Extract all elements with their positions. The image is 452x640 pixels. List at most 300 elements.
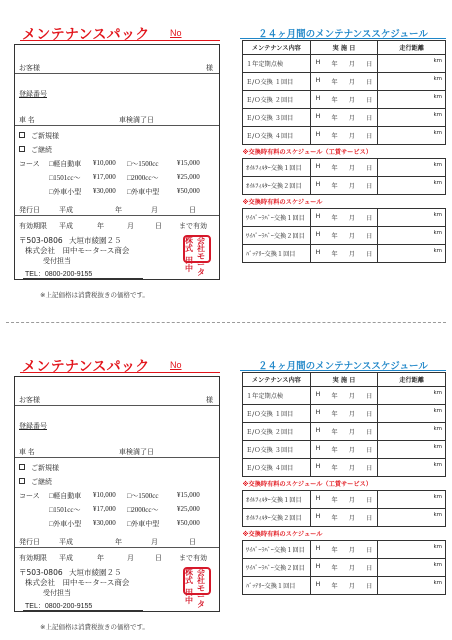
date-part-label: 月 xyxy=(348,251,355,258)
maintenance-item: ｵｲﾙﾌｨﾙﾀｰ交換２回目 xyxy=(243,177,311,195)
date-part-label: 月 xyxy=(348,465,355,472)
date-part-label: 日 xyxy=(366,183,373,190)
maintenance-item: Ｅ/Ｏ交換 １回目 xyxy=(243,73,311,91)
date-part-label: H xyxy=(315,563,321,570)
date-part-label: 月 xyxy=(348,411,355,418)
staff-label: 受付担当 xyxy=(43,589,71,597)
tel-underline xyxy=(23,278,143,279)
valid-label: 有効期限 xyxy=(19,222,47,230)
issue-month: 月 xyxy=(151,538,158,546)
price-value: ¥17,000 xyxy=(93,505,116,513)
column-header: 走行距離 xyxy=(378,41,446,55)
service-date-cell[interactable] xyxy=(310,423,378,441)
seal-char: モータ xyxy=(197,252,205,277)
date-part-label: 日 xyxy=(366,233,373,240)
renewal-checkbox[interactable] xyxy=(19,146,25,152)
date-part-label: 日 xyxy=(366,133,373,140)
course-label: コース xyxy=(19,492,40,500)
company-seal-stamp xyxy=(183,567,211,609)
date-parts xyxy=(314,249,375,258)
price-option[interactable]: □1501cc～ xyxy=(49,506,81,514)
staff-label: 受付担当 xyxy=(43,257,71,265)
address: 大垣市綾園２５ xyxy=(69,568,122,577)
schedule-row xyxy=(243,577,446,595)
date-part-label: 日 xyxy=(366,61,373,68)
date-part-label: 日 xyxy=(366,165,373,172)
column-header: 走行距離 xyxy=(378,373,446,387)
date-part-label: 年 xyxy=(331,583,338,590)
schedule-row xyxy=(243,55,446,73)
maintenance-form-bottom xyxy=(0,332,452,640)
date-part-label: 日 xyxy=(366,583,373,590)
price-value: ¥15,000 xyxy=(177,491,200,499)
mileage-cell[interactable]: km xyxy=(378,91,446,109)
date-part-label: 年 xyxy=(331,411,338,418)
new-contract-label: ご新規様 xyxy=(31,464,59,472)
date-part-label: 年 xyxy=(331,97,338,104)
maintenance-item: ﾜｲﾊﾟｰﾗﾊﾞｰ交換１回目 xyxy=(243,209,311,227)
number-label: No xyxy=(170,360,182,370)
schedule-section-row xyxy=(243,527,446,541)
valid-label: 有効期限 xyxy=(19,554,47,562)
date-parts xyxy=(314,391,375,400)
date-part-label: 月 xyxy=(348,133,355,140)
rule xyxy=(15,215,219,216)
date-part-label: 年 xyxy=(331,547,338,554)
date-part-label: 日 xyxy=(366,429,373,436)
date-parts xyxy=(314,113,375,122)
date-part-label: H xyxy=(315,409,321,416)
valid-year: 年 xyxy=(97,554,104,562)
maintenance-item: Ｅ/Ｏ交換 ３回目 xyxy=(243,441,311,459)
price-value: ¥50,000 xyxy=(177,187,200,195)
seal-char: 田中 xyxy=(185,588,193,605)
issue-year: 年 xyxy=(115,206,122,214)
seal-char: 田中 xyxy=(185,256,193,273)
date-part-label: 年 xyxy=(331,497,338,504)
service-date-cell[interactable] xyxy=(310,91,378,109)
date-part-label: H xyxy=(315,163,321,170)
renewal-checkbox[interactable] xyxy=(19,478,25,484)
date-parts xyxy=(314,409,375,418)
date-part-label: 月 xyxy=(348,233,355,240)
maintenance-item: ﾜｲﾊﾟｰﾗﾊﾞｰ交換２回目 xyxy=(243,559,311,577)
service-date-cell[interactable] xyxy=(310,491,378,509)
postal-code: 〒503-0806 xyxy=(19,568,63,577)
schedule-section-row xyxy=(243,195,446,209)
valid-until: まで有効 xyxy=(179,222,207,230)
service-date-cell[interactable] xyxy=(310,441,378,459)
schedule-section-row xyxy=(243,477,446,491)
date-part-label: 日 xyxy=(366,79,373,86)
date-part-label: 日 xyxy=(366,515,373,522)
schedule-row xyxy=(243,559,446,577)
maintenance-schedule-table xyxy=(242,372,446,595)
rule xyxy=(15,125,219,126)
date-part-label: H xyxy=(315,495,321,502)
registration-label: 登録番号 xyxy=(19,422,47,430)
new-contract-checkbox[interactable] xyxy=(19,132,25,138)
price-option[interactable]: □外車小型 xyxy=(49,520,82,528)
date-part-label: 日 xyxy=(366,447,373,454)
date-parts xyxy=(314,163,375,172)
date-part-label: 月 xyxy=(348,215,355,222)
column-header: 実 施 日 xyxy=(310,373,378,387)
date-parts xyxy=(314,513,375,522)
service-date-cell[interactable] xyxy=(310,405,378,423)
date-parts xyxy=(314,563,375,572)
date-part-label: 年 xyxy=(331,215,338,222)
price-option[interactable]: □1501cc～ xyxy=(49,174,81,182)
column-header: メンテナンス内容 xyxy=(243,373,311,387)
title-rule xyxy=(20,40,220,41)
date-part-label: 月 xyxy=(348,447,355,454)
maintenance-item: Ｅ/Ｏ交換 ４回目 xyxy=(243,127,311,145)
date-part-label: 月 xyxy=(348,583,355,590)
schedule-row xyxy=(243,177,446,195)
service-date-cell[interactable] xyxy=(310,245,378,263)
seal-char: 株式 xyxy=(185,568,193,585)
maintenance-schedule-table xyxy=(242,40,446,263)
course-label: コース xyxy=(19,160,40,168)
service-date-cell[interactable] xyxy=(310,509,378,527)
card-title: メンテナンスパック xyxy=(22,27,150,43)
mileage-cell[interactable]: km xyxy=(378,127,446,145)
date-part-label: H xyxy=(315,513,321,520)
issue-year: 年 xyxy=(115,538,122,546)
date-part-label: H xyxy=(315,581,321,588)
date-part-label: 日 xyxy=(366,547,373,554)
mileage-cell[interactable]: km xyxy=(378,73,446,91)
rule xyxy=(15,73,219,74)
mileage-cell[interactable]: km xyxy=(378,459,446,477)
mileage-cell[interactable]: km xyxy=(378,405,446,423)
mileage-cell[interactable]: km xyxy=(378,387,446,405)
date-parts xyxy=(314,581,375,590)
maintenance-item: ﾊﾞｯﾃﾘｰ交換１回目 xyxy=(243,245,311,263)
issue-era: 平成 xyxy=(59,206,73,214)
mileage-cell[interactable]: km xyxy=(378,509,446,527)
card-header xyxy=(14,22,220,42)
maintenance-item: Ｅ/Ｏ交換 １回目 xyxy=(243,405,311,423)
maintenance-item: ｵｲﾙﾌｨﾙﾀｰ交換２回目 xyxy=(243,509,311,527)
mileage-cell[interactable]: km xyxy=(378,245,446,263)
date-part-label: H xyxy=(315,113,321,120)
tax-footnote: ※上記価格は消費税抜きの価格です。 xyxy=(40,291,149,299)
maintenance-item: ｵｲﾙﾌｨﾙﾀｰ交換１回目 xyxy=(243,159,311,177)
mileage-cell[interactable]: km xyxy=(378,177,446,195)
rule xyxy=(15,457,219,458)
mileage-cell[interactable]: km xyxy=(378,559,446,577)
date-part-label: 日 xyxy=(366,215,373,222)
price-option[interactable]: □2000cc～ xyxy=(127,506,159,514)
date-part-label: 日 xyxy=(366,393,373,400)
date-parts xyxy=(314,545,375,554)
date-parts xyxy=(314,77,375,86)
service-date-cell[interactable] xyxy=(310,541,378,559)
price-option[interactable]: □軽自動車 xyxy=(49,492,82,500)
price-option[interactable]: □2000cc～ xyxy=(127,174,159,182)
postal-code: 〒503-0806 xyxy=(19,236,63,245)
schedule-row xyxy=(243,509,446,527)
service-date-cell[interactable] xyxy=(310,73,378,91)
card-header xyxy=(14,354,220,374)
date-part-label: 日 xyxy=(366,251,373,258)
schedule-row xyxy=(243,423,446,441)
maintenance-item: ﾜｲﾊﾟｰﾗﾊﾞｰ交換１回目 xyxy=(243,541,311,559)
valid-era: 平成 xyxy=(59,222,73,230)
mileage-cell[interactable]: km xyxy=(378,541,446,559)
date-part-label: 日 xyxy=(366,565,373,572)
price-value: ¥30,000 xyxy=(93,187,116,195)
mileage-cell[interactable]: km xyxy=(378,159,446,177)
date-part-label: 年 xyxy=(331,183,338,190)
mileage-cell[interactable]: km xyxy=(378,109,446,127)
service-date-cell[interactable] xyxy=(310,227,378,245)
date-parts xyxy=(314,445,375,454)
address: 大垣市綾園２５ xyxy=(69,236,122,245)
date-part-label: 月 xyxy=(348,497,355,504)
price-option[interactable]: □軽自動車 xyxy=(49,160,82,168)
service-date-cell[interactable] xyxy=(310,577,378,595)
schedule-header-row xyxy=(243,41,446,55)
date-part-label: H xyxy=(315,131,321,138)
date-part-label: 年 xyxy=(331,115,338,122)
issue-month: 月 xyxy=(151,206,158,214)
date-part-label: 年 xyxy=(331,515,338,522)
date-part-label: 年 xyxy=(331,429,338,436)
service-date-cell[interactable] xyxy=(310,109,378,127)
seal-char: 会社 xyxy=(197,568,205,585)
seal-char: 会社 xyxy=(197,236,205,253)
mileage-cell[interactable]: km xyxy=(378,227,446,245)
customer-suffix: 様 xyxy=(206,396,213,404)
mileage-cell[interactable]: km xyxy=(378,491,446,509)
date-part-label: 月 xyxy=(348,393,355,400)
date-part-label: 年 xyxy=(331,79,338,86)
date-part-label: 月 xyxy=(348,183,355,190)
price-option[interactable]: □外車中型 xyxy=(127,188,160,196)
schedule-title-rule xyxy=(240,370,446,371)
date-parts xyxy=(314,495,375,504)
price-value: ¥30,000 xyxy=(93,519,116,527)
tel-underline xyxy=(23,610,143,611)
date-part-label: 日 xyxy=(366,497,373,504)
maintenance-item: ﾜｲﾊﾟｰﾗﾊﾞｰ交換２回目 xyxy=(243,227,311,245)
price-value: ¥50,000 xyxy=(177,519,200,527)
date-parts xyxy=(314,131,375,140)
issue-era: 平成 xyxy=(59,538,73,546)
date-part-label: H xyxy=(315,545,321,552)
service-date-cell[interactable] xyxy=(310,209,378,227)
date-part-label: 月 xyxy=(348,61,355,68)
schedule-header-row xyxy=(243,373,446,387)
price-value: ¥25,000 xyxy=(177,505,200,513)
valid-day: 日 xyxy=(155,222,162,230)
schedule-row xyxy=(243,227,446,245)
date-parts xyxy=(314,181,375,190)
price-value: ¥10,000 xyxy=(93,491,116,499)
date-part-label: H xyxy=(315,231,321,238)
section-heading: ※交換時有料のスケジュール xyxy=(242,531,323,538)
date-part-label: 月 xyxy=(348,97,355,104)
rule xyxy=(15,405,219,406)
maintenance-item: １年定期点検 xyxy=(243,387,311,405)
price-option[interactable]: □～1500cc xyxy=(127,492,159,500)
maintenance-item: ﾊﾞｯﾃﾘｰ交換１回目 xyxy=(243,577,311,595)
date-part-label: 年 xyxy=(331,133,338,140)
maintenance-item: Ｅ/Ｏ交換 ２回目 xyxy=(243,91,311,109)
price-option[interactable]: □外車中型 xyxy=(127,520,160,528)
date-part-label: 日 xyxy=(366,115,373,122)
seal-char: 株式 xyxy=(185,236,193,253)
rule xyxy=(15,547,219,548)
service-date-cell[interactable] xyxy=(310,387,378,405)
section-heading: ※交換時有料のスケジュール（工賃サービス） xyxy=(242,149,372,156)
schedule-title: ２４ヶ月間のメンテナンススケジュール xyxy=(258,361,428,372)
schedule-row xyxy=(243,127,446,145)
inspection-label: 車検満了日 xyxy=(119,448,154,456)
customer-label: お客様 xyxy=(19,64,40,72)
service-date-cell[interactable] xyxy=(310,177,378,195)
date-part-label: H xyxy=(315,213,321,220)
valid-until: まで有効 xyxy=(179,554,207,562)
service-date-cell[interactable] xyxy=(310,127,378,145)
issue-day: 日 xyxy=(189,206,196,214)
registration-label: 登録番号 xyxy=(19,90,47,98)
price-option[interactable]: □外車小型 xyxy=(49,188,82,196)
date-part-label: H xyxy=(315,445,321,452)
date-part-label: H xyxy=(315,77,321,84)
number-label: No xyxy=(170,28,182,38)
issue-date-label: 発行日 xyxy=(19,538,40,546)
company-name: 株式会社 田中モータース商会 xyxy=(25,246,130,255)
date-part-label: 日 xyxy=(366,465,373,472)
section-heading: ※交換時有料のスケジュール（工賃サービス） xyxy=(242,481,372,488)
date-part-label: H xyxy=(315,59,321,66)
date-part-label: 年 xyxy=(331,465,338,472)
telephone: TEL：0800-200-9155 xyxy=(25,271,93,278)
maintenance-item: Ｅ/Ｏ交換 ２回目 xyxy=(243,423,311,441)
maintenance-item: Ｅ/Ｏ交換 ３回目 xyxy=(243,109,311,127)
service-date-cell[interactable] xyxy=(310,559,378,577)
valid-month: 月 xyxy=(127,554,134,562)
schedule-section-row xyxy=(243,145,446,159)
price-value: ¥10,000 xyxy=(93,159,116,167)
date-part-label: 年 xyxy=(331,565,338,572)
date-parts xyxy=(314,231,375,240)
schedule-row xyxy=(243,109,446,127)
date-part-label: 年 xyxy=(331,393,338,400)
issue-day: 日 xyxy=(189,538,196,546)
date-part-label: H xyxy=(315,95,321,102)
price-value: ¥25,000 xyxy=(177,173,200,181)
column-header: 実 施 日 xyxy=(310,41,378,55)
date-parts xyxy=(314,463,375,472)
mileage-cell[interactable]: km xyxy=(378,209,446,227)
customer-label: お客様 xyxy=(19,396,40,404)
schedule-row xyxy=(243,245,446,263)
date-parts xyxy=(314,95,375,104)
price-value: ¥17,000 xyxy=(93,173,116,181)
inspection-label: 車検満了日 xyxy=(119,116,154,124)
maintenance-item: ｵｲﾙﾌｨﾙﾀｰ交換１回目 xyxy=(243,491,311,509)
price-option[interactable]: □～1500cc xyxy=(127,160,159,168)
mileage-cell[interactable]: km xyxy=(378,55,446,73)
cut-line-divider xyxy=(6,322,446,323)
schedule-row xyxy=(243,73,446,91)
date-part-label: H xyxy=(315,427,321,434)
renewal-label: ご継続 xyxy=(31,478,52,486)
date-part-label: 月 xyxy=(348,429,355,436)
schedule-row xyxy=(243,459,446,477)
new-contract-checkbox[interactable] xyxy=(19,464,25,470)
service-date-cell[interactable] xyxy=(310,55,378,73)
date-part-label: 日 xyxy=(366,97,373,104)
mileage-cell[interactable]: km xyxy=(378,423,446,441)
membership-card xyxy=(14,44,220,280)
schedule-row xyxy=(243,209,446,227)
date-part-label: H xyxy=(315,249,321,256)
valid-day: 日 xyxy=(155,554,162,562)
schedule-row xyxy=(243,159,446,177)
mileage-cell[interactable]: km xyxy=(378,577,446,595)
date-parts xyxy=(314,59,375,68)
date-part-label: 月 xyxy=(348,79,355,86)
section-heading: ※交換時有料のスケジュール xyxy=(242,199,323,206)
title-rule xyxy=(20,372,220,373)
valid-year: 年 xyxy=(97,222,104,230)
service-date-cell[interactable] xyxy=(310,459,378,477)
schedule-row xyxy=(243,541,446,559)
date-part-label: 年 xyxy=(331,447,338,454)
new-contract-label: ご新規様 xyxy=(31,132,59,140)
service-date-cell[interactable] xyxy=(310,159,378,177)
date-part-label: 年 xyxy=(331,233,338,240)
schedule-row xyxy=(243,91,446,109)
date-part-label: 月 xyxy=(348,165,355,172)
column-header: メンテナンス内容 xyxy=(243,41,311,55)
date-part-label: H xyxy=(315,391,321,398)
vehicle-label: 車 名 xyxy=(19,116,35,124)
schedule-row xyxy=(243,441,446,459)
price-value: ¥15,000 xyxy=(177,159,200,167)
date-part-label: 月 xyxy=(348,515,355,522)
schedule-title-rule xyxy=(240,38,446,39)
date-part-label: 月 xyxy=(348,565,355,572)
card-title: メンテナンスパック xyxy=(22,359,150,375)
customer-suffix: 様 xyxy=(206,64,213,72)
date-part-label: H xyxy=(315,463,321,470)
vehicle-label: 車 名 xyxy=(19,448,35,456)
date-parts xyxy=(314,213,375,222)
schedule-row xyxy=(243,387,446,405)
mileage-cell[interactable]: km xyxy=(378,441,446,459)
maintenance-item: １年定期点検 xyxy=(243,55,311,73)
company-seal-stamp xyxy=(183,235,211,277)
schedule-title: ２４ヶ月間のメンテナンススケジュール xyxy=(258,29,428,40)
tax-footnote: ※上記価格は消費税抜きの価格です。 xyxy=(40,623,149,631)
valid-era: 平成 xyxy=(59,554,73,562)
date-part-label: 月 xyxy=(348,115,355,122)
date-part-label: 日 xyxy=(366,411,373,418)
date-parts xyxy=(314,427,375,436)
maintenance-form-top xyxy=(0,0,452,310)
date-part-label: H xyxy=(315,181,321,188)
company-name: 株式会社 田中モータース商会 xyxy=(25,578,130,587)
renewal-label: ご継続 xyxy=(31,146,52,154)
valid-month: 月 xyxy=(127,222,134,230)
